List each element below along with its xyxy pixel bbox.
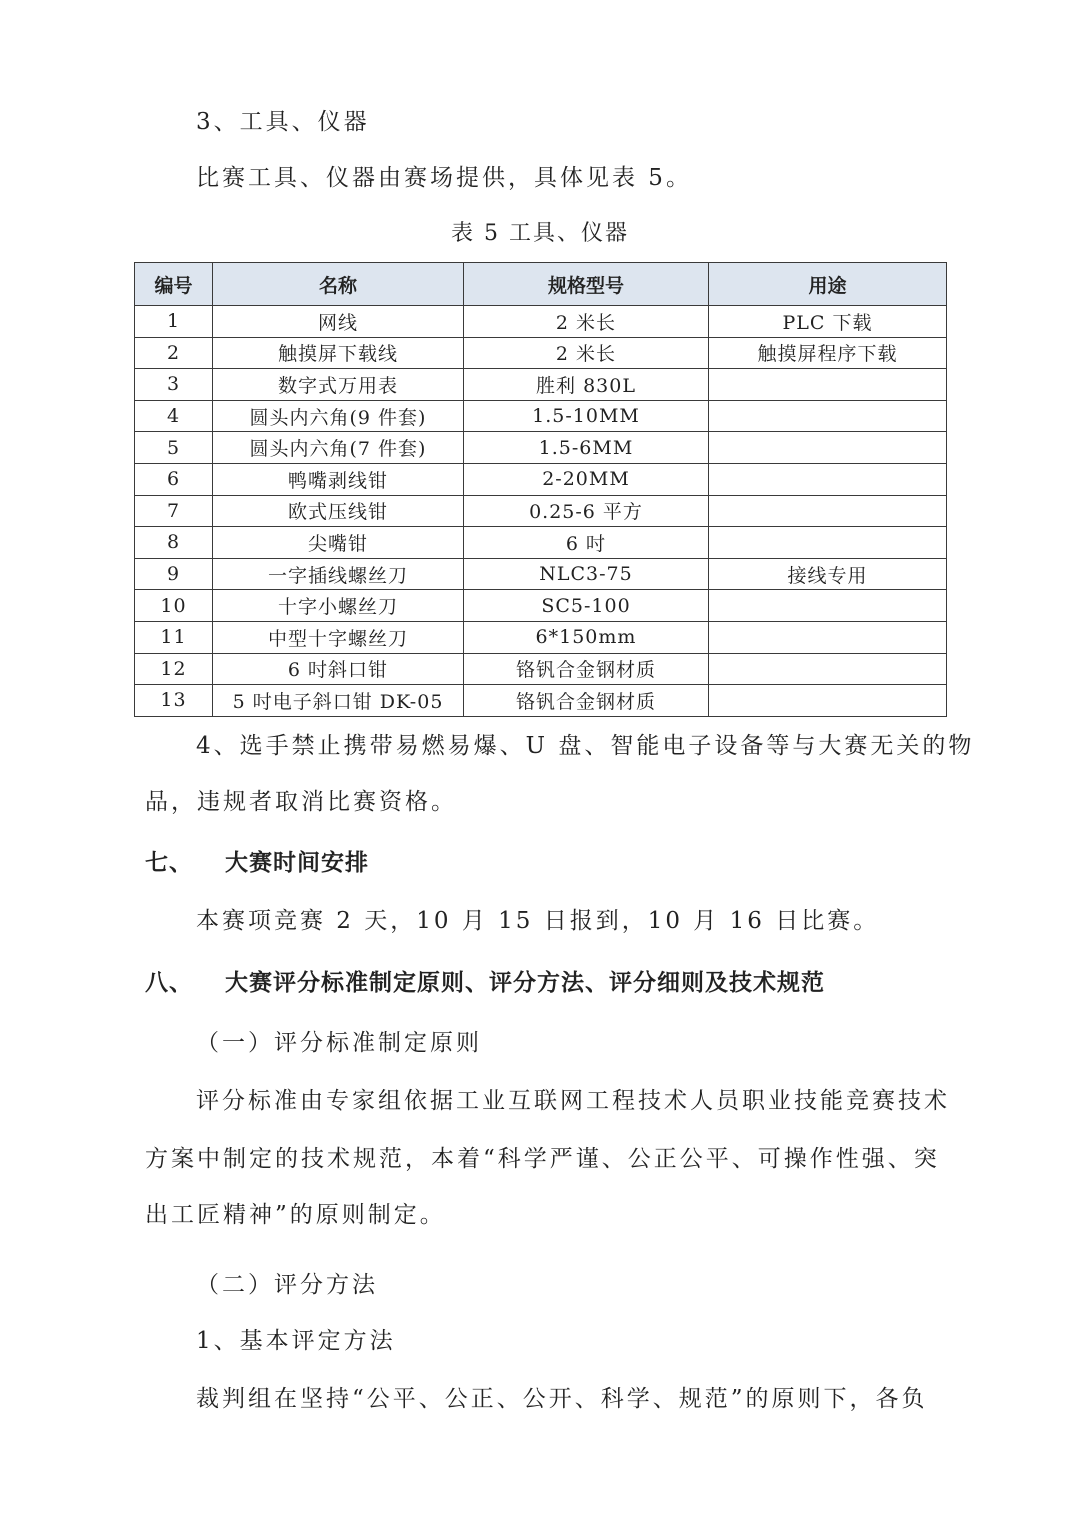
- cell-number: 1: [135, 306, 213, 338]
- header-name: 名称: [213, 263, 464, 306]
- cell-name: 欧式压线钳: [213, 495, 464, 527]
- cell-name: 中型十字螺丝刀: [213, 621, 464, 653]
- cell-spec: 2-20MM: [464, 463, 709, 495]
- cell-number: 5: [135, 432, 213, 464]
- table-row: [135, 685, 947, 717]
- table-row: [135, 558, 947, 590]
- subsection-1-line-1: 评分标准由专家组依据工业互联网工程技术人员职业技能竞赛技术: [196, 1088, 950, 1114]
- cell-spec: 1.5-10MM: [464, 400, 709, 432]
- cell-name: 网线: [213, 306, 464, 338]
- subsection-1-line-2: 方案中制定的技术规范，本着“科学严谨、公正公平、可操作性强、突: [145, 1146, 940, 1172]
- cell-use: [709, 495, 947, 527]
- cell-spec: 0.25-6 平方: [464, 495, 709, 527]
- header-use: 用途: [709, 263, 947, 306]
- cell-spec: 2 米长: [464, 337, 709, 369]
- cell-number: 6: [135, 463, 213, 495]
- cell-name: 圆头内六角(7 件套): [213, 432, 464, 464]
- table-row: [135, 432, 947, 464]
- cell-name: 十字小螺丝刀: [213, 590, 464, 622]
- cell-number: 13: [135, 685, 213, 717]
- cell-spec: 胜利 830L: [464, 369, 709, 401]
- cell-name: 尖嘴钳: [213, 527, 464, 559]
- table-row: [135, 527, 947, 559]
- cell-use: [709, 621, 947, 653]
- section-3-title: 3、工具、仪器: [196, 109, 370, 135]
- table-row: [135, 337, 947, 369]
- cell-use: [709, 685, 947, 717]
- cell-use: 触摸屏程序下载: [709, 337, 947, 369]
- cell-use: [709, 432, 947, 464]
- table-row: [135, 400, 947, 432]
- cell-number: 8: [135, 527, 213, 559]
- cell-spec: NLC3-75: [464, 558, 709, 590]
- table-row: [135, 369, 947, 401]
- subsection-2-title: （二）评分方法: [196, 1272, 378, 1298]
- cell-use: 接线专用: [709, 558, 947, 590]
- cell-number: 9: [135, 558, 213, 590]
- table-row: [135, 590, 947, 622]
- cell-number: 3: [135, 369, 213, 401]
- section-8-number: 八、: [145, 970, 193, 996]
- cell-name: 圆头内六角(9 件套): [213, 400, 464, 432]
- cell-spec: 1.5-6MM: [464, 432, 709, 464]
- header-number: 编号: [135, 263, 213, 306]
- section-7-number: 七、: [145, 850, 193, 876]
- cell-use: [709, 590, 947, 622]
- cell-name: 触摸屏下载线: [213, 337, 464, 369]
- section-7-text: 本赛项竞赛 2 天，10 月 15 日报到，10 月 16 日比赛。: [196, 908, 880, 934]
- table-caption: 表 5 工具、仪器: [451, 221, 629, 246]
- cell-name: 6 吋斜口钳: [213, 653, 464, 685]
- cell-number: 11: [135, 621, 213, 653]
- tools-table: [134, 262, 947, 717]
- cell-name: 一字插线螺丝刀: [213, 558, 464, 590]
- cell-number: 2: [135, 337, 213, 369]
- final-paragraph-line: 裁判组在坚持“公平、公正、公开、科学、规范”的原则下，各负: [196, 1386, 928, 1412]
- table-row: [135, 495, 947, 527]
- cell-spec: 6*150mm: [464, 621, 709, 653]
- cell-use: [709, 653, 947, 685]
- section-7-heading: [145, 848, 369, 878]
- subsection-1-line-3: 出工匠精神”的原则制定。: [145, 1202, 446, 1228]
- section-8-title: 大赛评分标准制定原则、评分方法、评分细则及技术规范: [225, 970, 825, 996]
- cell-use: [709, 527, 947, 559]
- cell-use: [709, 369, 947, 401]
- cell-spec: 铬钒合金钢材质: [464, 653, 709, 685]
- item-4-line-2: 品，违规者取消比赛资格。: [145, 789, 457, 815]
- cell-name: 5 吋电子斜口钳 DK-05: [213, 685, 464, 717]
- subsection-1-title: （一）评分标准制定原则: [196, 1030, 482, 1056]
- cell-use: [709, 400, 947, 432]
- cell-number: 7: [135, 495, 213, 527]
- section-7-title: 大赛时间安排: [225, 850, 369, 876]
- item-1-title: 1、基本评定方法: [196, 1328, 396, 1354]
- cell-number: 4: [135, 400, 213, 432]
- cell-spec: 6 吋: [464, 527, 709, 559]
- section-3-intro: 比赛工具、仪器由赛场提供，具体见表 5。: [196, 165, 692, 191]
- table-row: [135, 621, 947, 653]
- cell-spec: SC5-100: [464, 590, 709, 622]
- cell-spec: 2 米长: [464, 306, 709, 338]
- cell-number: 10: [135, 590, 213, 622]
- cell-name: 数字式万用表: [213, 369, 464, 401]
- table-row: [135, 306, 947, 338]
- cell-use: PLC 下载: [709, 306, 947, 338]
- cell-name: 鸭嘴剥线钳: [213, 463, 464, 495]
- item-4-line-1: 4、选手禁止携带易燃易爆、U 盘、智能电子设备等与大赛无关的物: [196, 733, 975, 759]
- section-8-heading: [145, 968, 825, 998]
- table-row: [135, 463, 947, 495]
- header-spec: 规格型号: [464, 263, 709, 306]
- table-header-row: [135, 263, 947, 306]
- cell-use: [709, 463, 947, 495]
- cell-number: 12: [135, 653, 213, 685]
- table-row: [135, 653, 947, 685]
- cell-spec: 铬钒合金钢材质: [464, 685, 709, 717]
